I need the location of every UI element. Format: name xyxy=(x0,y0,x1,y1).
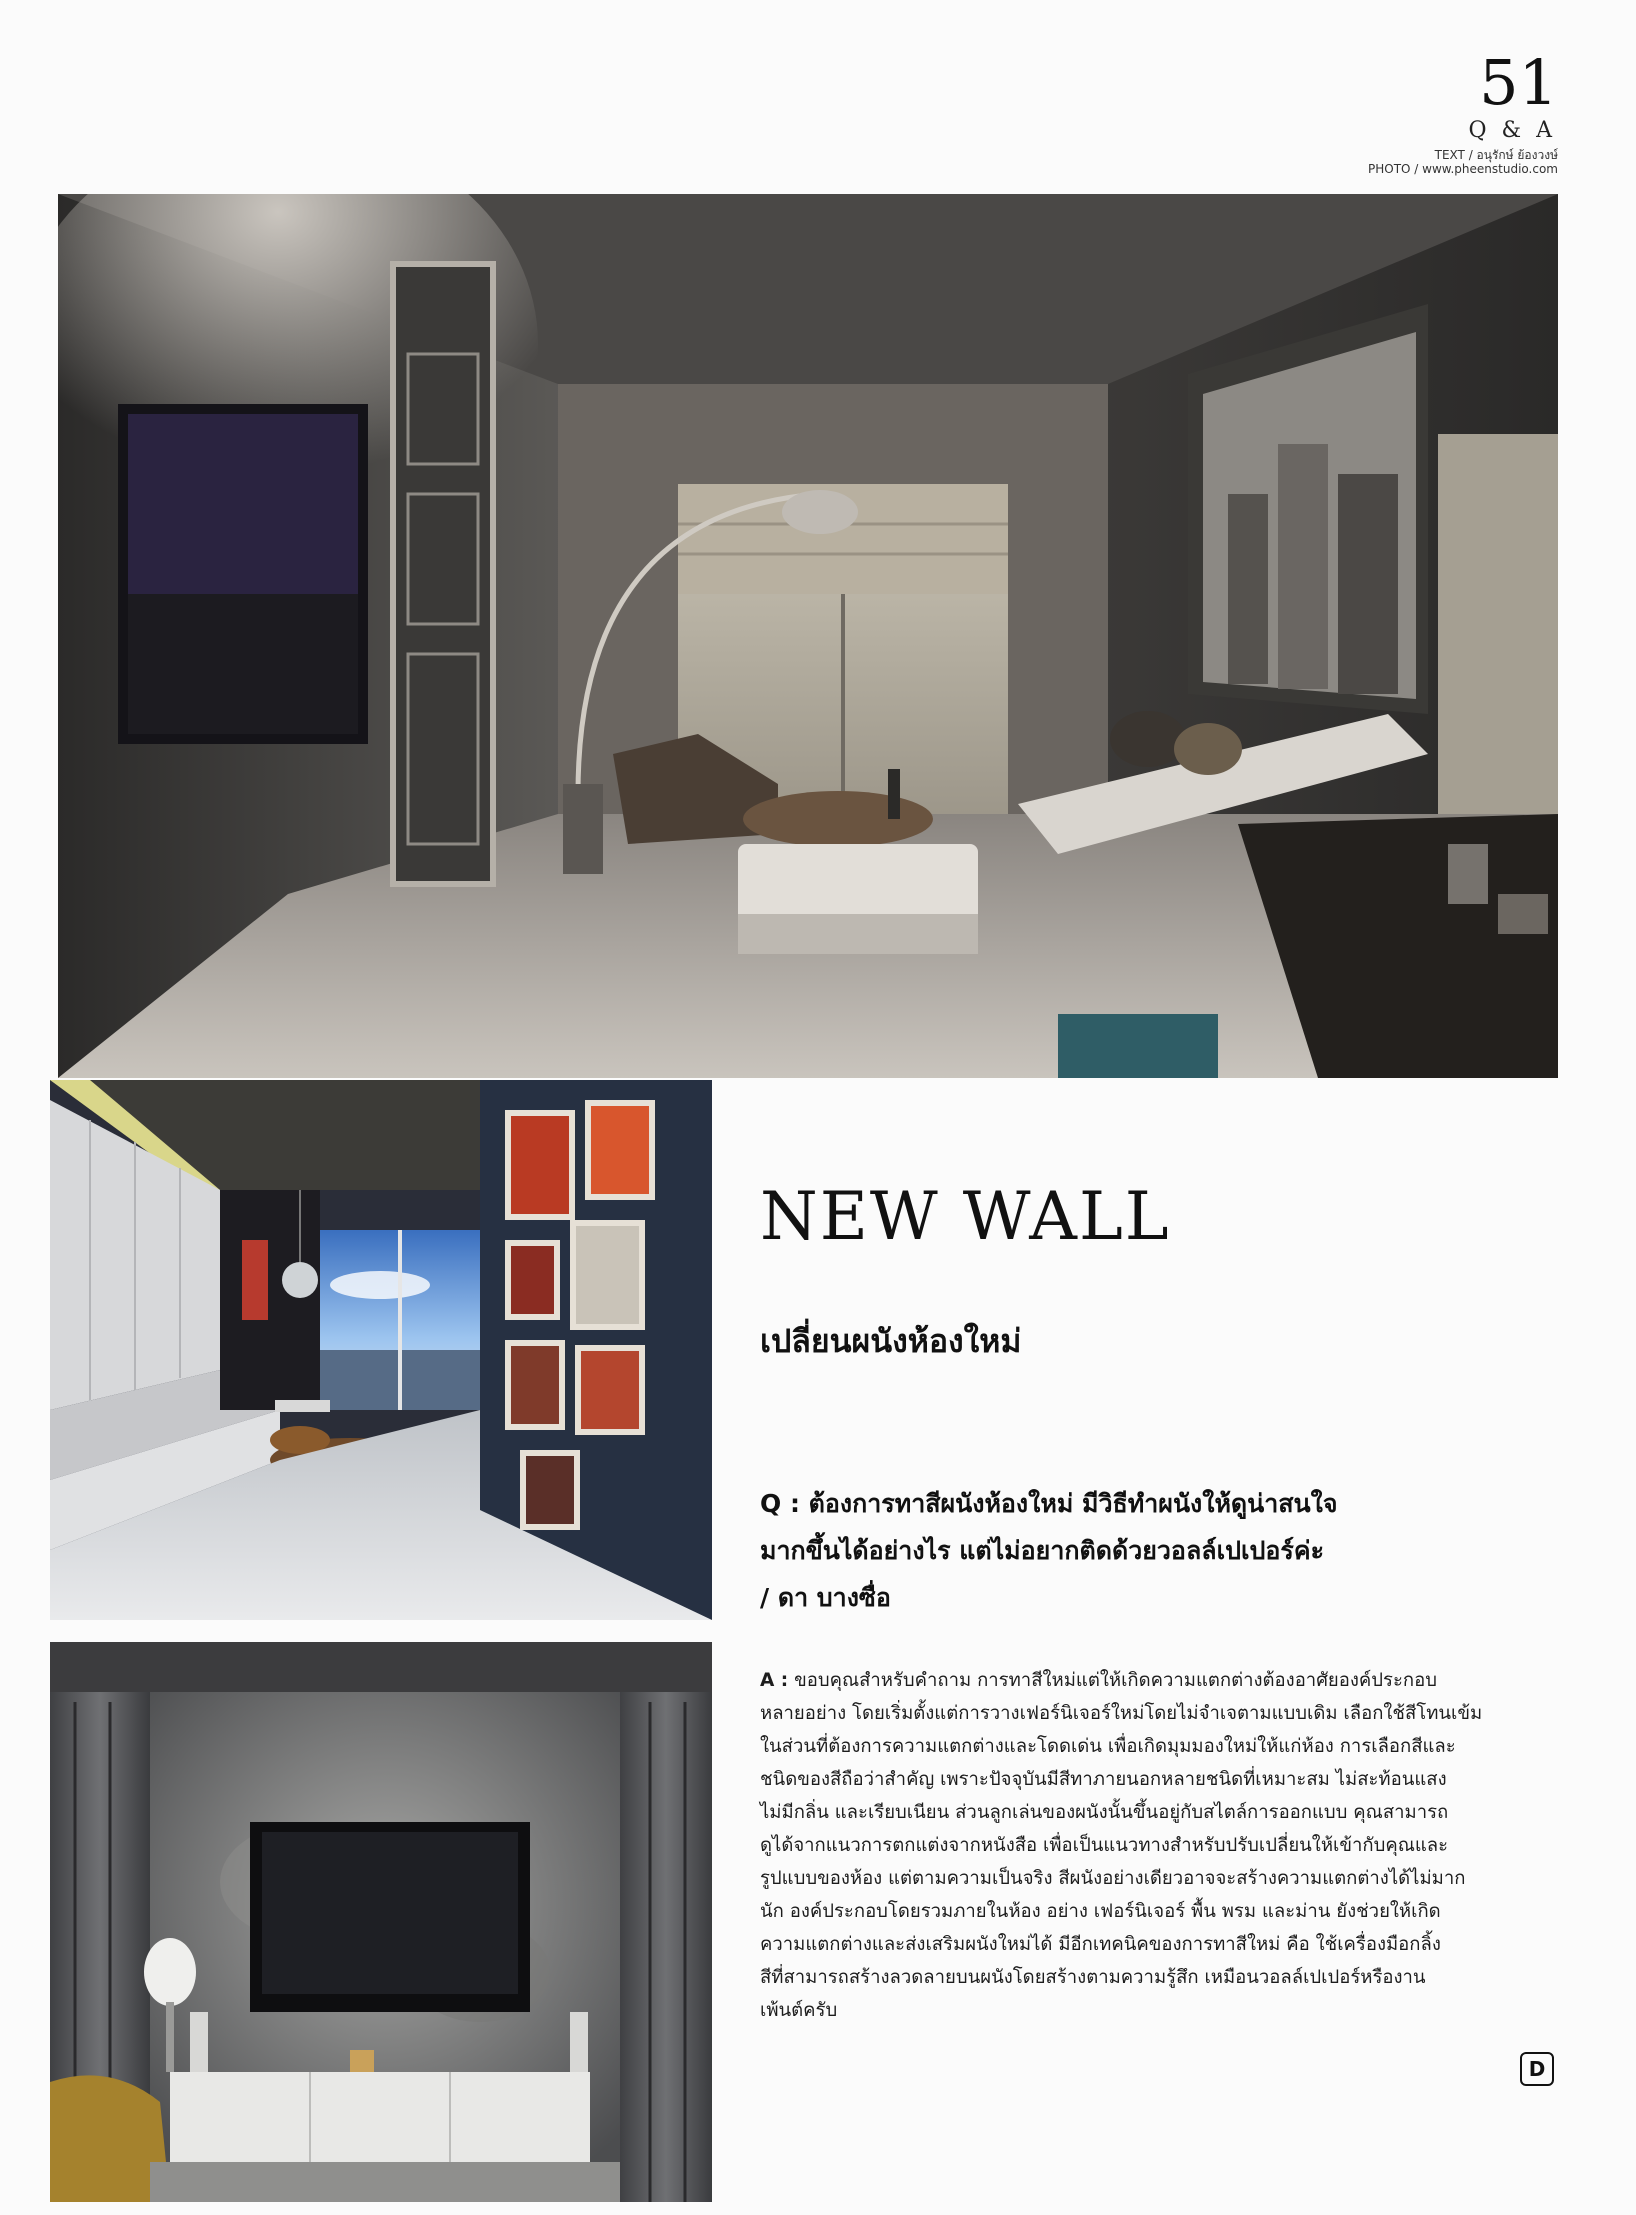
answer-line: นัก องค์ประกอบโดยรวมภายในห้อง อย่าง เฟอร์นิเจอร์ พื้น พรม และม่าน ยังช่วยให้เกิด xyxy=(760,1901,1441,1922)
end-of-article-icon: D xyxy=(1520,2052,1554,2086)
article-title: NEW WALL xyxy=(760,1178,1171,1255)
question-line: / ดา บางซื่อ xyxy=(760,1583,891,1612)
answer-line: ในส่วนที่ต้องการความแตกต่างและโดดเด่น เพื่อเกิดมุมมองใหม่ให้แก่ห้อง การเลือกสีและ xyxy=(760,1736,1456,1757)
text-credit: TEXT / อนุรักษ์ ย้องวงษ์ xyxy=(1434,148,1558,162)
question-block xyxy=(760,1480,1460,1621)
answer-line: สีที่สามารถสร้างลวดลายบนผนังโดยสร้างตามความรู้สึก เหมือนวอลล์เปเปอร์หรืองาน xyxy=(760,1967,1426,1988)
answer-line: รูปแบบของห้อง แต่ตามความเป็นจริง สีผนังอย่างเดียวอาจจะสร้างความแตกต่างได้ไม่มาก xyxy=(760,1868,1466,1889)
tv-concrete-wall-photo xyxy=(50,1642,712,2202)
page-number: 51 xyxy=(1479,46,1558,119)
hero-living-room-photo xyxy=(58,194,1558,1078)
article-subtitle: เปลี่ยนผนังห้องใหม่ xyxy=(760,1322,1022,1360)
answer-line xyxy=(760,1664,1490,1697)
answer-line: ความแตกต่างและส่งเสริมผนังใหม่ได้ มีอีกเทคนิคของการทาสีใหม่ คือ ใช้เครื่องมือกลิ้ง xyxy=(760,1934,1441,1955)
answer-line: ชนิดของสีถือว่าสำคัญ เพราะปัจจุบันมีสีทาภายนอกหลายชนิดที่เหมาะสม ไม่สะท้อนแสง xyxy=(760,1769,1447,1790)
answer-line-text: ขอบคุณสำหรับคำถาม การทาสีใหม่แต่ให้เกิดความแตกต่างต้องอาศัยองค์ประกอบ xyxy=(794,1670,1437,1691)
kitchen-gallery-photo xyxy=(50,1080,712,1620)
answer-block xyxy=(760,1664,1490,2027)
section-label: Q & A xyxy=(1468,118,1556,143)
question-line: มากขึ้นได้อย่างไร แต่ไม่อยากติดด้วยวอลล์เปเปอร์ค่ะ xyxy=(760,1536,1325,1565)
answer-line: ไม่มีกลิ่น และเรียบเนียน ส่วนลูกเล่นของผนังนั้นขึ้นอยู่กับสไตล์การออกแบบ คุณสามารถ xyxy=(760,1802,1449,1823)
answer-line: ดูได้จากแนวการตกแต่งจากหนังสือ เพื่อเป็นแนวทางสำหรับปรับเปลี่ยนให้เข้ากับคุณและ xyxy=(760,1835,1449,1856)
answer-prefix: A : xyxy=(760,1670,789,1691)
photo-credit: PHOTO / www.pheenstudio.com xyxy=(1368,162,1558,176)
answer-line: เพ้นต์ครับ xyxy=(760,2000,838,2021)
question-line: Q : ต้องการทาสีผนังห้องใหม่ มีวิธีทำผนังให้ดูน่าสนใจ xyxy=(760,1489,1338,1518)
answer-line: หลายอย่าง โดยเริ่มตั้งแต่การวางเฟอร์นิเจอร์ใหม่โดยไม่จำเจตามแบบเดิม เลือกใช้สีโทนเข้ม xyxy=(760,1703,1483,1724)
